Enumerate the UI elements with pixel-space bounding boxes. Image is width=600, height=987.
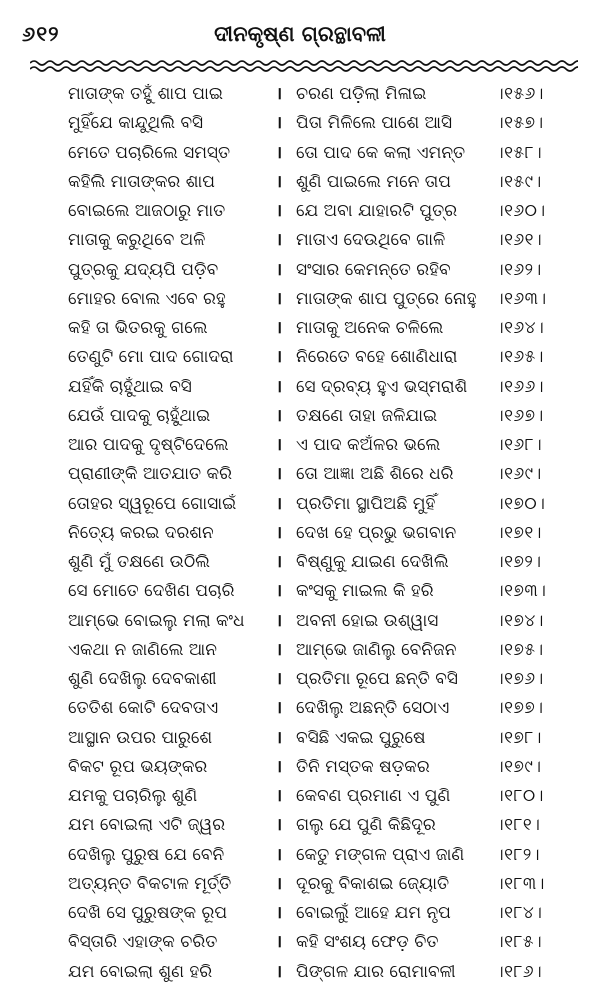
verse-row <box>0 343 600 372</box>
verse-second-line: ଦେଖିଲୁ ଅଛନ୍ତି ସେଠାଏ <box>296 698 450 719</box>
verse-row <box>0 928 600 957</box>
verse-number: ।୧୬୬। <box>496 376 545 397</box>
verse-first-line: ମାତାକୁ କରୁଥିବେ ଅଳି <box>68 230 206 251</box>
verse-separator: । <box>275 844 283 865</box>
verse-row <box>0 314 600 343</box>
verse-row <box>0 724 600 753</box>
verse-separator: । <box>275 873 283 894</box>
verse-second-line: ତୋ ପାଦ କେ କଲା ଏମନ୍ତ <box>296 142 466 163</box>
verse-first-line: ମେତେ ପଚାରିଲେ ସମସ୍ତ <box>68 142 231 163</box>
verse-first-line: ତେତିଶ କୋଟି ଦେବତାଏ <box>68 698 219 719</box>
verse-separator: । <box>275 522 283 543</box>
verse-row <box>0 197 600 226</box>
verse-separator: । <box>275 84 283 104</box>
verse-number: ।୧୭୬। <box>496 669 544 689</box>
verse-first-line: ଆର ପାଦକୁ ଦୃଷ୍ଟିଦେଲେ <box>68 435 229 455</box>
verse-separator: । <box>275 464 283 485</box>
verse-separator: । <box>275 756 283 777</box>
verse-second-line: ପିଙ୍ଗଳ ଯାର ରୋମାବଳୀ <box>296 961 456 982</box>
verse-first-line: ପୁତ୍ରକୁ ଯଦ୍ୟପି ପଡ଼ିବ <box>68 259 219 280</box>
verse-separator: । <box>275 639 283 660</box>
verse-row <box>0 139 600 168</box>
verse-first-line: ମାତାଙ୍କ ତହୁଁ ଶାପ ପାଇ <box>68 84 223 104</box>
verse-first-line: ବୋଇଲେ ଆଜଠାରୁ ମାତ <box>68 201 226 221</box>
verse-second-line: ପ୍ରତିମା ରୂପେ ଛନ୍ତି ବସି <box>296 669 458 689</box>
verse-number: ।୧୭୨। <box>496 552 542 572</box>
verse-separator: । <box>275 435 283 455</box>
verse-first-line: ପ୍ରାଣୀଙ୍କି ଆତଯାତ କରି <box>68 464 232 485</box>
verse-row <box>0 460 600 489</box>
verse-number: ।୧୫୭। <box>496 113 544 134</box>
verse-second-line: ଶୁଣି ପାଇଲେ ମନେ ତାପ <box>296 171 451 192</box>
verse-first-line: ଯମ ବୋଇଲା ଏଟି ଜ୍ୱର <box>68 815 226 836</box>
verse-row <box>0 80 600 109</box>
verse-first-line: କହିଲି ମାତାଙ୍କର ଶାପ <box>68 171 215 192</box>
verse-row <box>0 694 600 723</box>
verse-row <box>0 841 600 870</box>
verse-row <box>0 109 600 138</box>
verse-second-line: ସଂସାର କେମନ୍ତେ ରହିବ <box>296 259 451 280</box>
verse-row <box>0 782 600 811</box>
verse-second-line: କହି ସଂଶୟ ଫେଡ଼ ଚିତ <box>296 932 439 953</box>
verse-separator: । <box>275 581 283 602</box>
verse-separator: । <box>275 961 283 982</box>
verse-number: ।୧୬୫। <box>496 347 544 368</box>
page-number: ୬୧୨ <box>22 22 60 46</box>
verse-second-line: ବିଷ୍ଣୁକୁ ଯାଇଣ ଦେଖିଲି <box>296 552 449 572</box>
verse-row <box>0 490 600 519</box>
verse-second-line: ଯେ ଅବା ଯାହାରଟି ପୁତ୍ର <box>296 201 458 221</box>
verse-second-line: ପିତା ମିଳିଲେ ପାଶେ ଆସି <box>296 113 453 134</box>
verse-second-line: ଅବନୀ ହୋଇ ଉଶ୍ୱାସ <box>296 610 439 631</box>
verse-number: ।୧୬୧। <box>496 230 543 251</box>
verse-row <box>0 256 600 285</box>
verse-first-line: ମୁହିଁଯେ କାନ୍ଦୁଥିଲି ବସି <box>68 113 204 134</box>
verse-first-line: ଯମକୁ ପଚାରିଲୁ ଶୁଣି <box>68 786 198 806</box>
verse-separator: । <box>275 171 283 192</box>
verse-row <box>0 577 600 606</box>
verse-first-line: ଦେଖି ସେ ପୁରୁଷଙ୍କ ରୂପ <box>68 903 228 923</box>
verse-number: ।୧୮୬। <box>496 961 543 982</box>
verse-row <box>0 636 600 665</box>
verse-second-line: ନିରେତେ ବହେ ଶୋଣିଧାରା <box>296 347 458 368</box>
verse-separator: । <box>275 376 283 397</box>
verse-separator: । <box>275 815 283 836</box>
verse-second-line: ସେ ଦ୍ରବ୍ୟ ହୁଏ ଭସ୍ମରାଶି <box>296 376 468 397</box>
verse-first-line: ମୋହର ବୋଲ ଏବେ ରହୁ <box>68 288 226 309</box>
verse-number: ।୧୮୫। <box>496 932 543 953</box>
verse-second-line: ଗଲୁ ଯେ ପୁଣି କିଛିଦୂର <box>296 815 436 836</box>
verse-row <box>0 402 600 431</box>
verse-separator: । <box>275 347 283 368</box>
verse-second-line: ଦେଖ ହେ ପ୍ରଭୁ ଭଗବାନ <box>296 522 457 543</box>
verse-first-line: କହି ତା ଭିତରକୁ ଗଲେ <box>68 318 208 338</box>
verse-first-line: ଅତ୍ୟନ୍ତ ବିକଟାଳ ମୂର୍ତ୍ତି <box>68 873 232 894</box>
verse-separator: । <box>275 932 283 953</box>
verse-number: ।୧୬୩। <box>496 288 547 309</box>
verse-separator: । <box>275 493 283 514</box>
verse-first-line: ବିକଟ ରୂପ ଭୟଙ୍କର <box>68 756 208 777</box>
verse-row <box>0 899 600 928</box>
verse-row <box>0 431 600 460</box>
verse-row <box>0 168 600 197</box>
verse-separator: । <box>275 727 283 748</box>
verse-first-line: ଆମ୍ଭେ ବୋଇଲୁ ମଲା କଂଧ <box>68 610 245 631</box>
verse-number: ।୧୮୦। <box>496 786 544 806</box>
verse-number: ।୧୬୪। <box>496 318 545 338</box>
verse-number: ।୧୬୭। <box>496 405 544 426</box>
verse-first-line: ତୋହର ସ୍ୱରୂପେ ଗୋସାଇଁ <box>68 493 237 514</box>
verse-number: ।୧୮୪। <box>496 903 543 923</box>
verse-separator: । <box>275 552 283 572</box>
verse-first-line: ଯହିଁକି ଚାହୁଁଥାଇ ବସି <box>68 376 192 397</box>
verse-separator: । <box>275 698 283 719</box>
verse-row <box>0 548 600 577</box>
verse-second-line: ତକ୍ଷଣେ ତାହା ଜଳିଯାଇ <box>296 405 438 426</box>
verse-number: ।୧୫୯। <box>496 171 542 192</box>
verse-row <box>0 665 600 694</box>
verse-first-line: ଶୁଣି ମୁଁ ତକ୍ଷଣେ ଉଠିଲି <box>68 552 210 572</box>
verse-number: ।୧୭୩। <box>496 581 547 602</box>
verse-separator: । <box>275 230 283 251</box>
wavy-rule-divider <box>30 58 578 74</box>
verse-second-line: ମାତାଏ ଦେଉଥିବେ ଗାଳି <box>296 230 446 251</box>
verse-separator: । <box>275 610 283 631</box>
verse-second-line: ତୋ ଆଜ୍ଞା ଅଛି ଶିରେ ଧରି <box>296 464 454 485</box>
verse-number: ।୧୭୫। <box>496 639 544 660</box>
verse-number: ।୧୭୧। <box>496 522 542 543</box>
verse-first-line: ନିତ୍ୟେ କରଇ ଦରଶନ <box>68 522 214 543</box>
verse-second-line: ବୋଇଲୁଁ ଆହେ ଯମ ନୃପ <box>296 903 451 923</box>
verse-row <box>0 519 600 548</box>
verse-row <box>0 373 600 402</box>
verse-separator: । <box>275 201 283 221</box>
verse-number: ।୧୮୨। <box>496 844 540 865</box>
verse-separator: । <box>275 288 283 309</box>
verse-separator: । <box>275 903 283 923</box>
verse-first-line: ବିସ୍ତାରି ଏହାଙ୍କ ଚରିତ <box>68 932 218 953</box>
verse-separator: । <box>275 405 283 426</box>
verse-second-line: ଆମ୍ଭେ ଜାଣିଲୁ ବେନିଜନ <box>296 639 457 660</box>
verse-first-line: ଆସ୍ଥାନ ଉପର ପାରୁଶେ <box>68 727 213 748</box>
verse-second-line: ଏ ପାଦ କଅଁଳର ଭଲେ <box>296 435 441 455</box>
verse-number: ।୧୬୨। <box>496 259 542 280</box>
verse-number: ।୧୫୬। <box>496 84 544 104</box>
verse-second-line: କଂସକୁ ମାଇଲ କି ହରି <box>296 581 434 602</box>
verse-number: ।୧୭୪। <box>496 610 544 631</box>
verse-first-line: ତେଣୁଟି ମୋ ପାଦ ଗୋଦରା <box>68 347 234 368</box>
verse-number: ।୧୫୮। <box>496 142 543 163</box>
verse-number: ।୧୭୯। <box>496 756 542 777</box>
verse-separator: । <box>275 786 283 806</box>
verse-second-line: ମାତାଙ୍କ ଶାପ ପୁତ୍ରେ ନୋହୁ <box>296 288 477 309</box>
verse-first-line: ଶୁଣି ଦେଖିଲୁ ଦେବକାଶୀ <box>68 669 217 689</box>
verse-row <box>0 870 600 899</box>
verse-row <box>0 607 600 636</box>
verse-separator: । <box>275 142 283 163</box>
verse-number: ।୧୭୦। <box>496 493 546 514</box>
running-title: ଦୀନକୃଷ୍ଣ ଗ୍ରନ୍ଥାବଳୀ <box>214 22 386 46</box>
verse-separator: । <box>275 318 283 338</box>
verse-row <box>0 226 600 255</box>
verse-separator: । <box>275 259 283 280</box>
verse-number: ।୧୭୮। <box>496 727 542 748</box>
verse-second-line: ଚରଣ ପଡ଼ିଲା ମିଳାଇ <box>296 84 427 104</box>
verse-number: ।୧୬୯। <box>496 464 542 485</box>
verse-second-line: ମାତାକୁ ଅନେକ ଚଳିଲେ <box>296 318 444 338</box>
verse-row <box>0 753 600 782</box>
verse-second-line: ଦୂରକୁ ବିକାଶଇ ଜ୍ୟୋତି <box>296 873 450 894</box>
verse-first-line: ସେ ମୋତେ ଦେଖିଣ ପଚାରି <box>68 581 235 602</box>
verse-second-line: ବସିଛି ଏକଇ ପୁରୁଷେ <box>296 727 426 748</box>
verse-row <box>0 958 600 987</box>
verse-second-line: ତିନି ମସ୍ତକ ଷଡ଼କର <box>296 756 430 777</box>
verse-row <box>0 285 600 314</box>
verse-row <box>0 811 600 840</box>
verse-number: ।୧୮୧। <box>496 815 541 836</box>
verse-first-line: ଏକଥା ନ ଜାଣିଲେ ଆନ <box>68 639 217 660</box>
verse-separator: । <box>275 113 283 134</box>
verse-number: ।୧୮୩। <box>496 873 545 894</box>
verse-first-line: ଯମ ବୋଇଲା ଶୁଣ ହରି <box>68 961 213 982</box>
verse-number: ।୧୭୭। <box>496 698 544 719</box>
verse-first-line: ଦେଖିଲୁ ପୁରୁଷ ଯେ ବେନି <box>68 844 225 865</box>
verse-number: ।୧୬୦। <box>496 201 546 221</box>
verse-number: ।୧୬୮। <box>496 435 543 455</box>
verse-second-line: କେବଣ ପ୍ରମାଣ ଏ ପୁଣି <box>296 786 451 806</box>
verse-second-line: ପ୍ରତିମା ସ୍ଥାପିଅଛି ମୁହିଁ <box>296 493 436 514</box>
verse-list <box>0 80 600 987</box>
verse-second-line: କେତୁ ମଙ୍ଗଳ ପ୍ରାଏ ଜାଣି <box>296 844 465 865</box>
verse-separator: । <box>275 669 283 689</box>
verse-first-line: ଯେଉଁ ପାଦକୁ ଚାହୁଁଥାଇ <box>68 405 211 426</box>
